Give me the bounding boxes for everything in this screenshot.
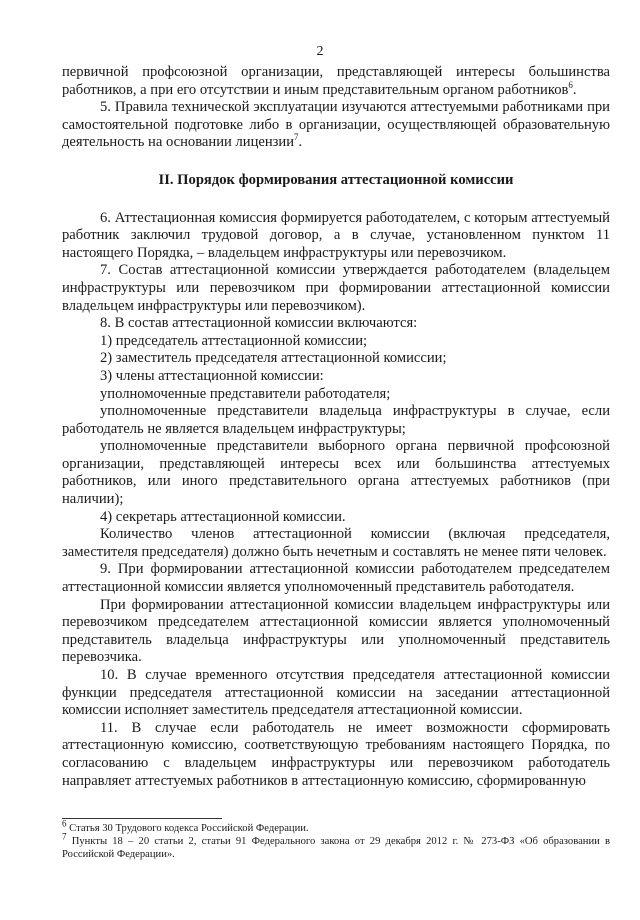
list-item: 3) члены аттестационной комиссии: bbox=[100, 367, 324, 384]
list-item: 4) секретарь аттестационной комиссии. bbox=[100, 508, 346, 525]
page-number: 2 bbox=[316, 44, 324, 59]
paragraph: Количество членов аттестационной комиссии (включая председателя, заместителя председателя) должно быть нечетным и составлять не менее пяти человек. bbox=[62, 526, 610, 560]
footnote-divider bbox=[62, 818, 222, 819]
footnote: $^6$ Статья 30 Трудового кодекса Российской Федерации. bbox=[62, 818, 309, 834]
sub-list-item: уполномоченные представители владельца инфраструктуры в случае, если работодатель не является владельцем инфраструктуры; bbox=[62, 403, 610, 437]
paragraph: 7. Состав аттестационной комиссии утверждается работодателем (владельцем инфраструктуры или перевозчиком при формировании аттестационной комиссии владельцем инфраструктуры или перевозчиком). bbox=[62, 262, 610, 314]
list-item: 2) заместитель председателя аттестационной комиссии; bbox=[100, 350, 447, 367]
paragraph: первичной профсоюзной организации, представляющей интересы большинства работников, а при его отсутствии и иным представительным органом работников$^6$. bbox=[62, 64, 610, 98]
paragraph: 11. В случае если работодатель не имеет возможности сформировать аттестационную комиссию, соответствующую требованиям настоящего Порядка, по согласованию с владельцем инфраструктуры или перевозчиком работодатель направляет аттестуемых работников в аттестационную комиссию, сформированную bbox=[62, 719, 610, 789]
document-body bbox=[62, 64, 610, 790]
paragraph: 8. В состав аттестационной комиссии включаются: bbox=[100, 315, 418, 332]
paragraph: 10. В случае временного отсутствия председателя аттестационной комиссии функции председателя аттестационной комиссии на заседании аттестационной комиссии исполняет заместитель председателя аттестационной комиссии. bbox=[62, 667, 610, 719]
section-heading: II. Порядок формирования аттестационной комиссии bbox=[158, 171, 514, 188]
sub-list-item: уполномоченные представители работодателя; bbox=[100, 385, 391, 402]
sub-list-item: уполномоченные представители выборного органа первичной профсоюзной организации, представляющей интересы всех или большинства аттестуемых работников, или иного представительного органа аттестуемых работников (при наличии); bbox=[62, 438, 610, 508]
paragraph: 6. Аттестационная комиссия формируется работодателем, с которым аттестуемый работник заключил трудовой договор, а в случае, установленном пунктом 11 настоящего Порядка, – владельцем инфраструктуры или перевозчиком. bbox=[62, 209, 610, 261]
paragraph: 9. При формировании аттестационной комиссии работодателем председателем аттестационной комиссии является уполномоченный представитель работодателя. bbox=[62, 561, 610, 596]
footnote: $^7$ Пункты 18 – 20 статьи 2, статьи 91 Федерального закона от 29 декабря 2012 г. № 273-ФЗ «Об образовании в Российской Федерации». bbox=[62, 831, 610, 860]
footnote-ref: 7 bbox=[294, 132, 299, 143]
paragraph: 5. Правила технической эксплуатации изучаются аттестуемыми работниками при самостоятельной подготовке либо в организации, осуществляющей образовательную деятельность на основании лицензии$^7$. bbox=[62, 99, 610, 151]
footnote-ref: 6 bbox=[568, 79, 573, 90]
list-item: 1) председатель аттестационной комиссии; bbox=[100, 332, 368, 349]
footnotes bbox=[62, 818, 610, 861]
paragraph: При формировании аттестационной комиссии владельцем инфраструктуры или перевозчиком председателем аттестационной комиссии является уполномоченный представитель владельца инфраструктуры или уполномоченный представитель перевозчика. bbox=[62, 596, 610, 666]
